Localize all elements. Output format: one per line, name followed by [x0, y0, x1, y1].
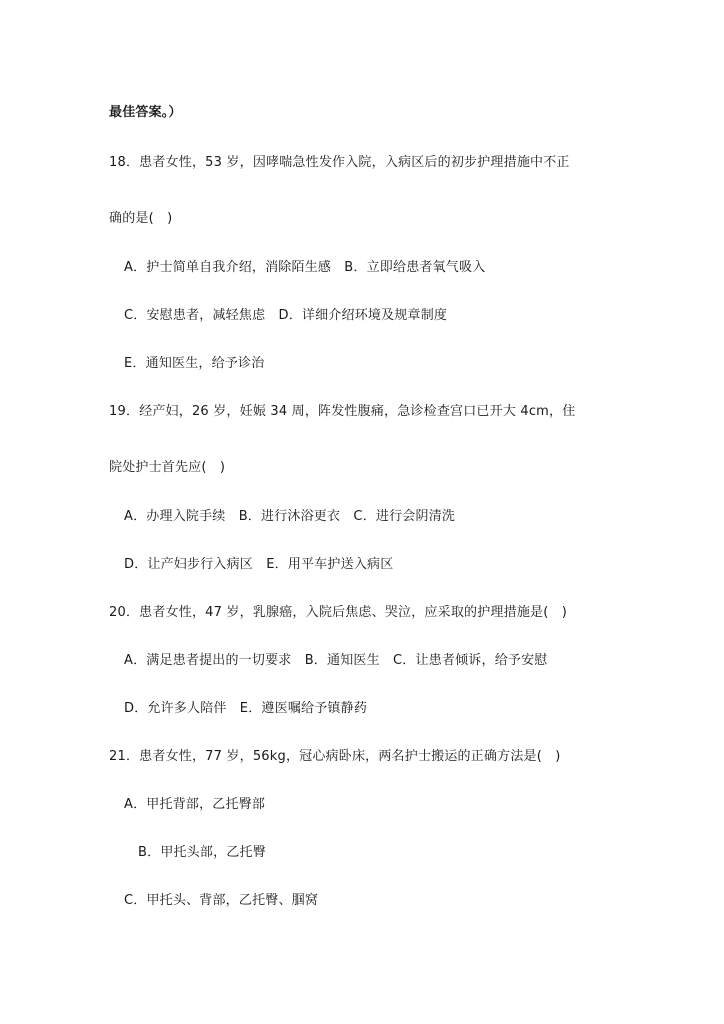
question-18-options-cd: C．安慰患者，减轻焦虑 D．详细介绍环境及规章制度	[124, 308, 448, 323]
question-20-options-abc: A．满足患者提出的一切要求 B．通知医生 C．让患者倾诉，给予安慰	[124, 653, 548, 668]
question-18-stem: 18．患者女性，53 岁，因哮喘急性发作入院，入病区后的初步护理措施中不正	[109, 155, 570, 170]
question-20-options-de: D．允许多人陪伴 E．遵医嘱给予镇静药	[124, 701, 368, 716]
section-header: 最佳答案。）	[109, 105, 182, 120]
question-21-stem: 21．患者女性，77 岁，56kg，冠心病卧床，两名护士搬运的正确方法是( )	[109, 749, 561, 764]
question-18-options-ab: A．护士简单自我介绍，消除陌生感 B．立即给患者氧气吸入	[124, 260, 486, 275]
question-21-option-c: C．甲托头、背部，乙托臀、腘窝	[124, 893, 319, 908]
question-18-stem-cont: 确的是( )	[109, 211, 173, 226]
question-19-options-abc: A．办理入院手续 B．进行沐浴更衣 C．进行会阴清洗	[124, 509, 456, 524]
question-19-stem: 19．经产妇，26 岁，妊娠 34 周，阵发性腹痛，急诊检查宫口已开大 4cm，住	[109, 404, 576, 419]
question-20-stem: 20．患者女性，47 岁，乳腺癌，入院后焦虑、哭泣，应采取的护理措施是( )	[109, 605, 567, 620]
question-21-option-a: A．甲托背部，乙托臀部	[124, 797, 266, 812]
question-18-option-e: E．通知医生，给予诊治	[124, 356, 265, 371]
question-21-option-b: B．甲托头部，乙托臀	[138, 845, 266, 860]
question-19-stem-cont: 院处护士首先应( )	[109, 460, 226, 475]
question-19-options-de: D．让产妇步行入病区 E．用平车护送入病区	[124, 557, 394, 572]
